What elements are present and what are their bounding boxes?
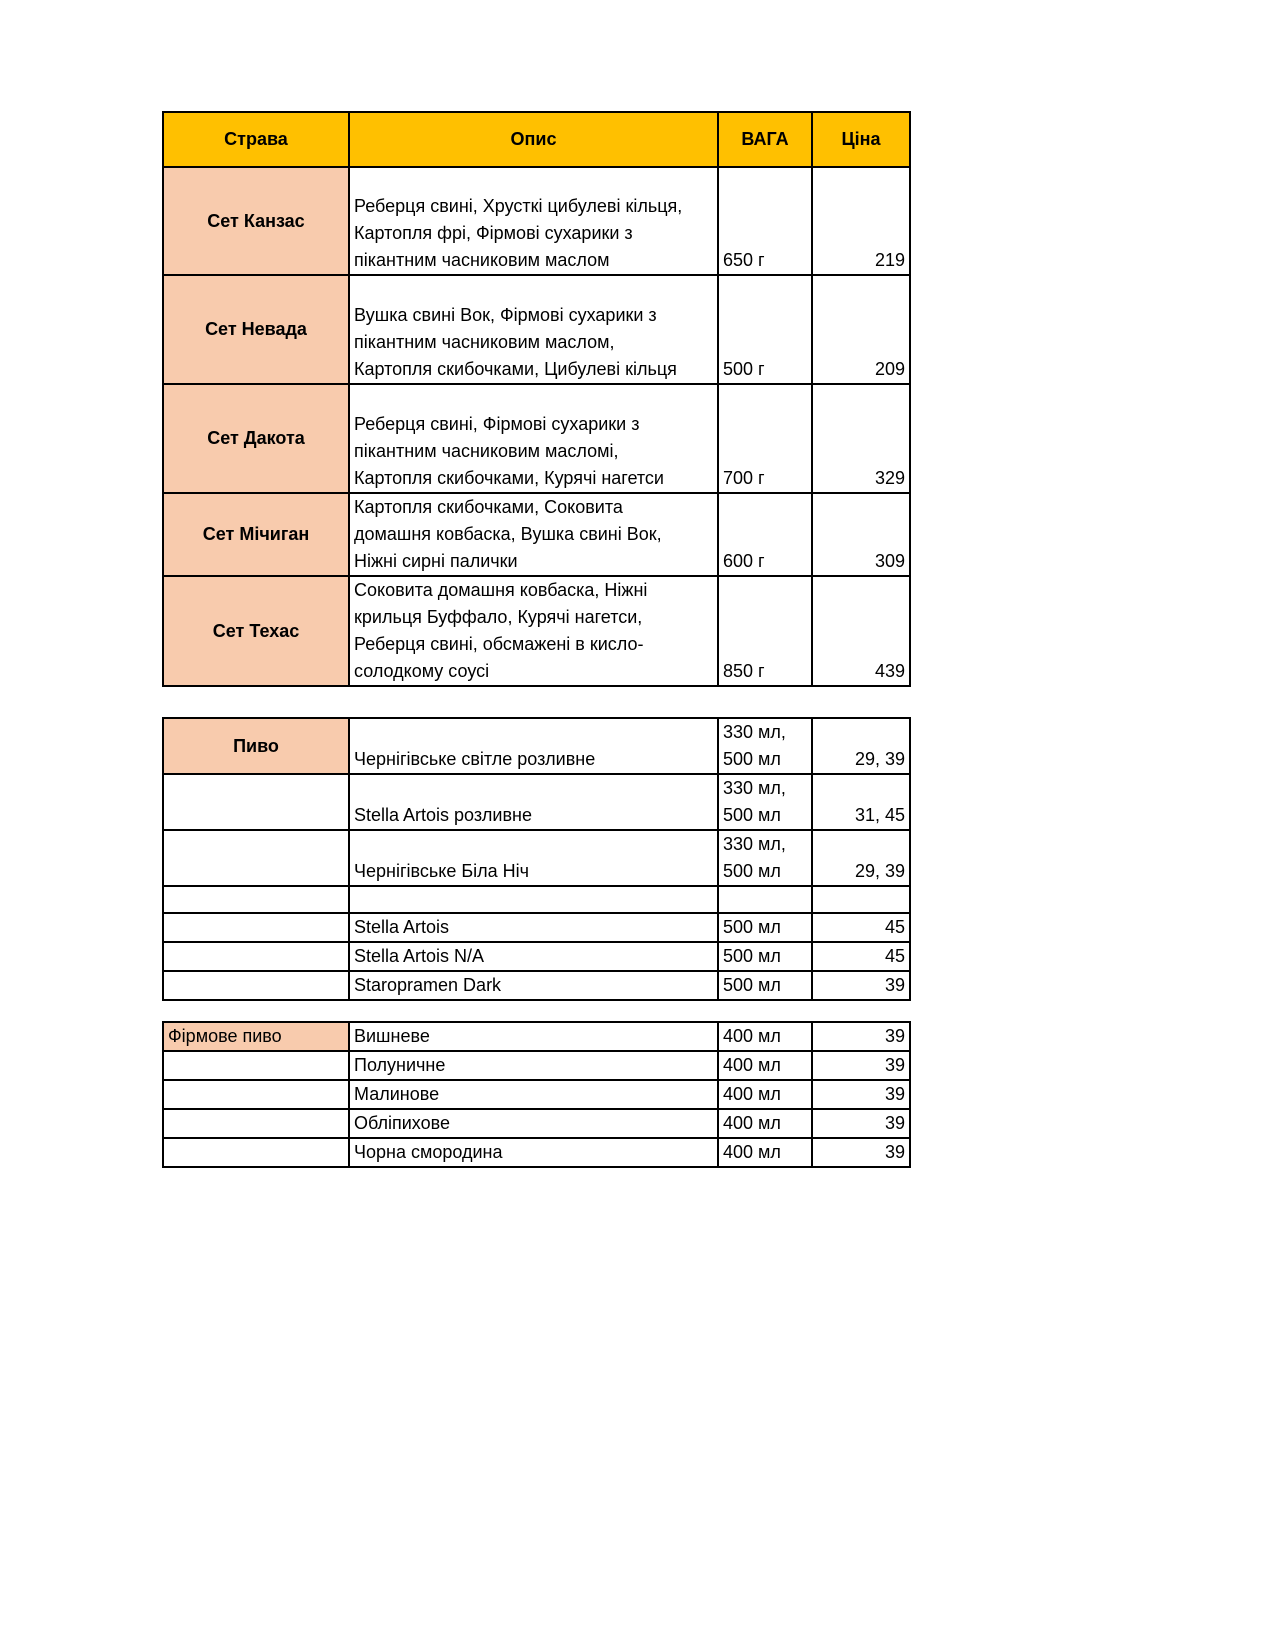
table-row xyxy=(163,1109,910,1138)
beer-section-label: Пиво xyxy=(163,718,349,774)
empty-cell xyxy=(163,830,349,886)
beer-price: 31, 45 xyxy=(812,774,910,830)
dish-name: Сет Мічиган xyxy=(163,493,349,576)
dish-price: 439 xyxy=(812,576,910,686)
beer-name: Staropramen Dark xyxy=(349,971,718,1000)
beer-price: 45 xyxy=(812,913,910,942)
dish-description: Реберця свині, Фірмові сухарики з пікантним часниковим масломі, Картопля скибочками, Курячі нагетси xyxy=(349,384,718,493)
beer-table xyxy=(162,717,911,1001)
table-row xyxy=(163,971,910,1000)
dish-price: 329 xyxy=(812,384,910,493)
beer-name: Чорна смородина xyxy=(349,1138,718,1167)
dish-price: 209 xyxy=(812,275,910,384)
beer-name: Stella Artois розливне xyxy=(349,774,718,830)
beer-volume: 400 мл xyxy=(718,1051,812,1080)
table-row xyxy=(163,913,910,942)
dish-weight: 700 г xyxy=(718,384,812,493)
table-row xyxy=(163,830,910,886)
dish-name: Сет Невада xyxy=(163,275,349,384)
dish-name: Сет Дакота xyxy=(163,384,349,493)
dish-weight: 500 г xyxy=(718,275,812,384)
beer-volume: 330 мл, 500 мл xyxy=(718,830,812,886)
beer-name xyxy=(349,886,718,913)
dish-description: Реберця свині, Хрусткі цибулеві кільця, Картопля фрі, Фірмові сухарики з пікантним часниковим маслом xyxy=(349,167,718,275)
dish-name: Сет Техас xyxy=(163,576,349,686)
dish-weight: 850 г xyxy=(718,576,812,686)
table-row xyxy=(163,1022,910,1051)
beer-name: Полуничне xyxy=(349,1051,718,1080)
beer-volume: 330 мл, 500 мл xyxy=(718,774,812,830)
beer-name: Малинове xyxy=(349,1080,718,1109)
table-row xyxy=(163,942,910,971)
beer-price: 39 xyxy=(812,1080,910,1109)
dish-description: Соковита домашня ковбаска, Ніжні крильця Буффало, Курячі нагетси, Реберця свині, обсмажені в кисло- солодкому соусі xyxy=(349,576,718,686)
column-header-weight: ВАГА xyxy=(718,112,812,167)
table-row xyxy=(163,275,910,384)
beer-price: 39 xyxy=(812,1138,910,1167)
table-row xyxy=(163,576,910,686)
table-row xyxy=(163,167,910,275)
empty-cell xyxy=(163,1051,349,1080)
empty-cell xyxy=(163,1138,349,1167)
sets-table xyxy=(162,111,911,687)
table-row xyxy=(163,384,910,493)
beer-volume: 500 мл xyxy=(718,971,812,1000)
table-row xyxy=(163,1080,910,1109)
beer-name: Stella Artois xyxy=(349,913,718,942)
beer-volume xyxy=(718,886,812,913)
beer-price xyxy=(812,886,910,913)
table-row xyxy=(163,493,910,576)
column-header-description: Опис xyxy=(349,112,718,167)
beer-name: Stella Artois N/A xyxy=(349,942,718,971)
empty-cell xyxy=(163,1080,349,1109)
beer-volume: 500 мл xyxy=(718,913,812,942)
beer-price: 29, 39 xyxy=(812,718,910,774)
dish-weight: 600 г xyxy=(718,493,812,576)
beer-name: Обліпихове xyxy=(349,1109,718,1138)
beer-name: Чернігівське світле розливне xyxy=(349,718,718,774)
column-header-dish: Страва xyxy=(163,112,349,167)
empty-cell xyxy=(163,971,349,1000)
beer-price: 29, 39 xyxy=(812,830,910,886)
beer-price: 39 xyxy=(812,1051,910,1080)
table-row xyxy=(163,774,910,830)
dish-weight: 650 г xyxy=(718,167,812,275)
beer-volume: 330 мл, 500 мл xyxy=(718,718,812,774)
dish-name: Сет Канзас xyxy=(163,167,349,275)
dish-price: 219 xyxy=(812,167,910,275)
column-header-price: Ціна xyxy=(812,112,910,167)
beer-volume: 500 мл xyxy=(718,942,812,971)
signature-beer-table xyxy=(162,1021,911,1168)
table-row xyxy=(163,886,910,913)
beer-price: 45 xyxy=(812,942,910,971)
header-row xyxy=(163,112,910,167)
empty-cell xyxy=(163,774,349,830)
empty-cell xyxy=(163,942,349,971)
empty-cell xyxy=(163,913,349,942)
dish-price: 309 xyxy=(812,493,910,576)
beer-name: Вишневе xyxy=(349,1022,718,1051)
dish-description: Картопля скибочками, Соковита домашня ковбаска, Вушка свині Вок, Ніжні сирні палички xyxy=(349,493,718,576)
dish-description: Вушка свині Вок, Фірмові сухарики з пікантним часниковим маслом, Картопля скибочками, Цибулеві кільця xyxy=(349,275,718,384)
beer-volume: 400 мл xyxy=(718,1138,812,1167)
beer-price: 39 xyxy=(812,1022,910,1051)
table-row xyxy=(163,1051,910,1080)
beer-price: 39 xyxy=(812,971,910,1000)
beer-name: Чернігівське Біла Ніч xyxy=(349,830,718,886)
empty-cell xyxy=(163,1109,349,1138)
signature-beer-section-label: Фірмове пиво xyxy=(163,1022,349,1051)
beer-volume: 400 мл xyxy=(718,1022,812,1051)
beer-price: 39 xyxy=(812,1109,910,1138)
empty-cell xyxy=(163,886,349,913)
beer-volume: 400 мл xyxy=(718,1109,812,1138)
beer-volume: 400 мл xyxy=(718,1080,812,1109)
table-row xyxy=(163,718,910,774)
table-row xyxy=(163,1138,910,1167)
